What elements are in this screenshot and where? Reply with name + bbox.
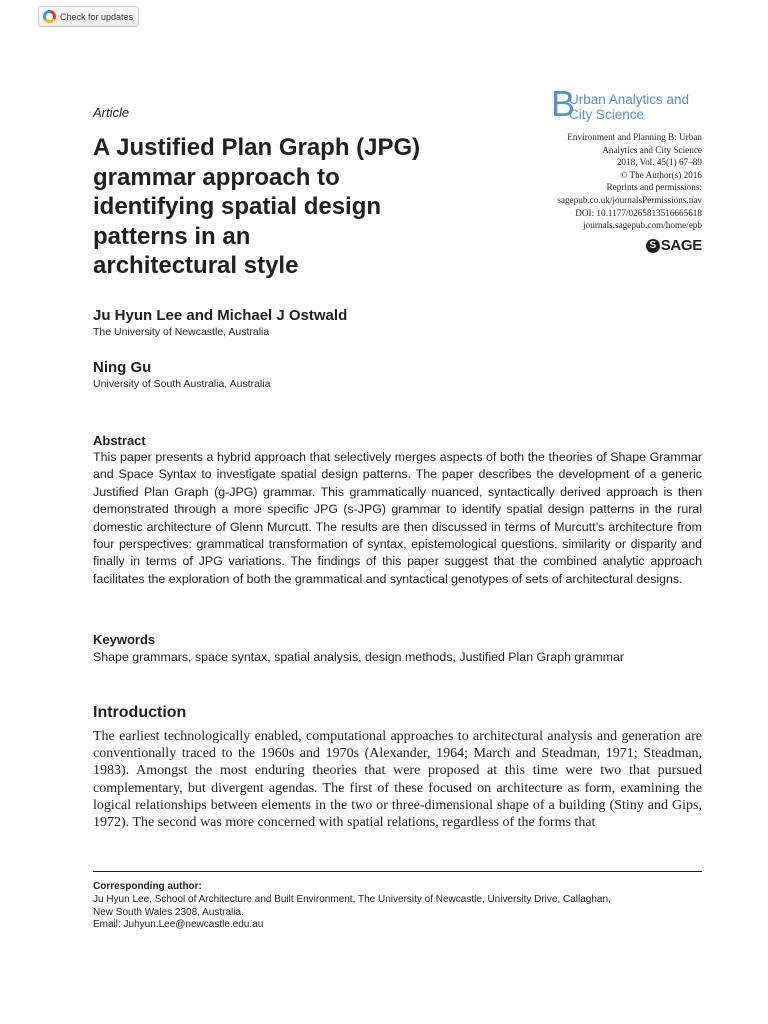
- publisher-logo: [646, 237, 702, 254]
- doi-line[interactable]: DOI: 10.1177/0265813516665618: [575, 207, 702, 218]
- sage-logo-icon: S: [646, 239, 660, 253]
- crossmark-icon: [43, 10, 56, 23]
- title-line: grammar approach to: [93, 163, 340, 191]
- footnote-divider: [93, 871, 702, 872]
- introduction-heading: Introduction: [93, 704, 187, 721]
- journal-info-line: Analytics and City Science: [602, 144, 702, 155]
- footnote-line: New South Wales 2308, Australia.: [93, 906, 244, 918]
- author-names: Ning Gu: [93, 359, 152, 376]
- paper-title: [93, 133, 493, 281]
- keywords-heading: Keywords: [93, 632, 156, 647]
- journal-logo-name-line: City Science: [569, 107, 645, 122]
- journal-info-line: Reprints and permissions:: [606, 182, 702, 193]
- title-line: patterns in an: [93, 222, 251, 250]
- permissions-link[interactable]: sagepub.co.uk/journalsPermissions.nav: [557, 194, 702, 205]
- keywords-text: Shape grammars, space syntax, spatial analysis, design methods, Justified Plan Graph grammar: [93, 650, 624, 664]
- journal-logo-letter: B: [551, 83, 576, 124]
- journal-info-line: © The Author(s) 2016: [620, 169, 702, 180]
- author-group: [93, 307, 347, 339]
- check-for-updates-badge[interactable]: [38, 6, 139, 27]
- journal-logo: [551, 83, 711, 124]
- introduction-text: The earliest technologically enabled, computational approaches to architectural analysis and generation are conventionally traced to the 1960s and 1970s (Alexander, 1964; March and Steadman, 1971; Steadman, 1983). Amongst the most enduring theories that were proposed at this time were two that pursued complementary, but divergent agendas. The first of these focused on architecture as form, examining the logical relationships between elements in the two or three-dimensional shape of a building (Stiny and Gips, 1972). The second was more concerned with spatial relations, regardless of the forms that: [93, 729, 702, 831]
- article-type-label: Article: [93, 105, 130, 120]
- abstract-heading: Abstract: [93, 433, 146, 448]
- author-affiliation: The University of Newcastle, Australia: [93, 326, 270, 338]
- journal-logo-name: [569, 92, 689, 122]
- footnote-line: Ju Hyun Lee, School of Architecture and Built Environment, The University of Newcastle, University Drive, Callaghan,: [93, 893, 611, 905]
- footnote-email[interactable]: Email: Juhyun.Lee@newcastle.edu.au: [93, 919, 264, 931]
- publisher-name: SAGE: [660, 237, 702, 254]
- title-line: identifying spatial design: [93, 193, 382, 220]
- title-line: A Justified Plan Graph (JPG): [93, 134, 421, 161]
- title-line: architectural style: [93, 252, 299, 279]
- author-affiliation: University of South Australia, Australia: [93, 378, 271, 390]
- author-names: Ju Hyun Lee and Michael J Ostwald: [93, 307, 348, 324]
- check-for-updates-label: Check for updates: [60, 11, 134, 22]
- journal-home-link[interactable]: journals.sagepub.com/home/epb: [583, 220, 702, 231]
- journal-logo-name-line: Urban Analytics and: [569, 92, 690, 107]
- corresponding-author-footnote: [93, 881, 708, 932]
- journal-info-line: 2018, Vol. 45(1) 67–89: [616, 157, 702, 168]
- author-group: [93, 359, 270, 391]
- footnote-heading: Corresponding author:: [93, 881, 202, 892]
- abstract-text: This paper presents a hybrid approach that selectively merges aspects of both the theories of Shape Grammar and Space Syntax to investigate spatial design patterns. The paper describes the development of a generic Justified Plan Graph (g-JPG) grammar. This grammatically nuanced, syntactically derived approach is then demonstrated through a more specific JPG (s-JPG) grammar to identify spatial design patterns in the rural domestic architecture of Glenn Murcutt. The results are then discussed in terms of Murcutt’s architecture from four perspectives: grammatical transformation of syntax, epistemological questions, similarity or disparity and finally in terms of JPG variations. The findings of this paper suggest that the combined analytic approach facilitates the exploration of both the grammatical and syntactical genotypes of sets of architectural designs.: [93, 450, 702, 586]
- journal-info: [482, 131, 702, 232]
- journal-info-line: Environment and Planning B: Urban: [567, 132, 702, 142]
